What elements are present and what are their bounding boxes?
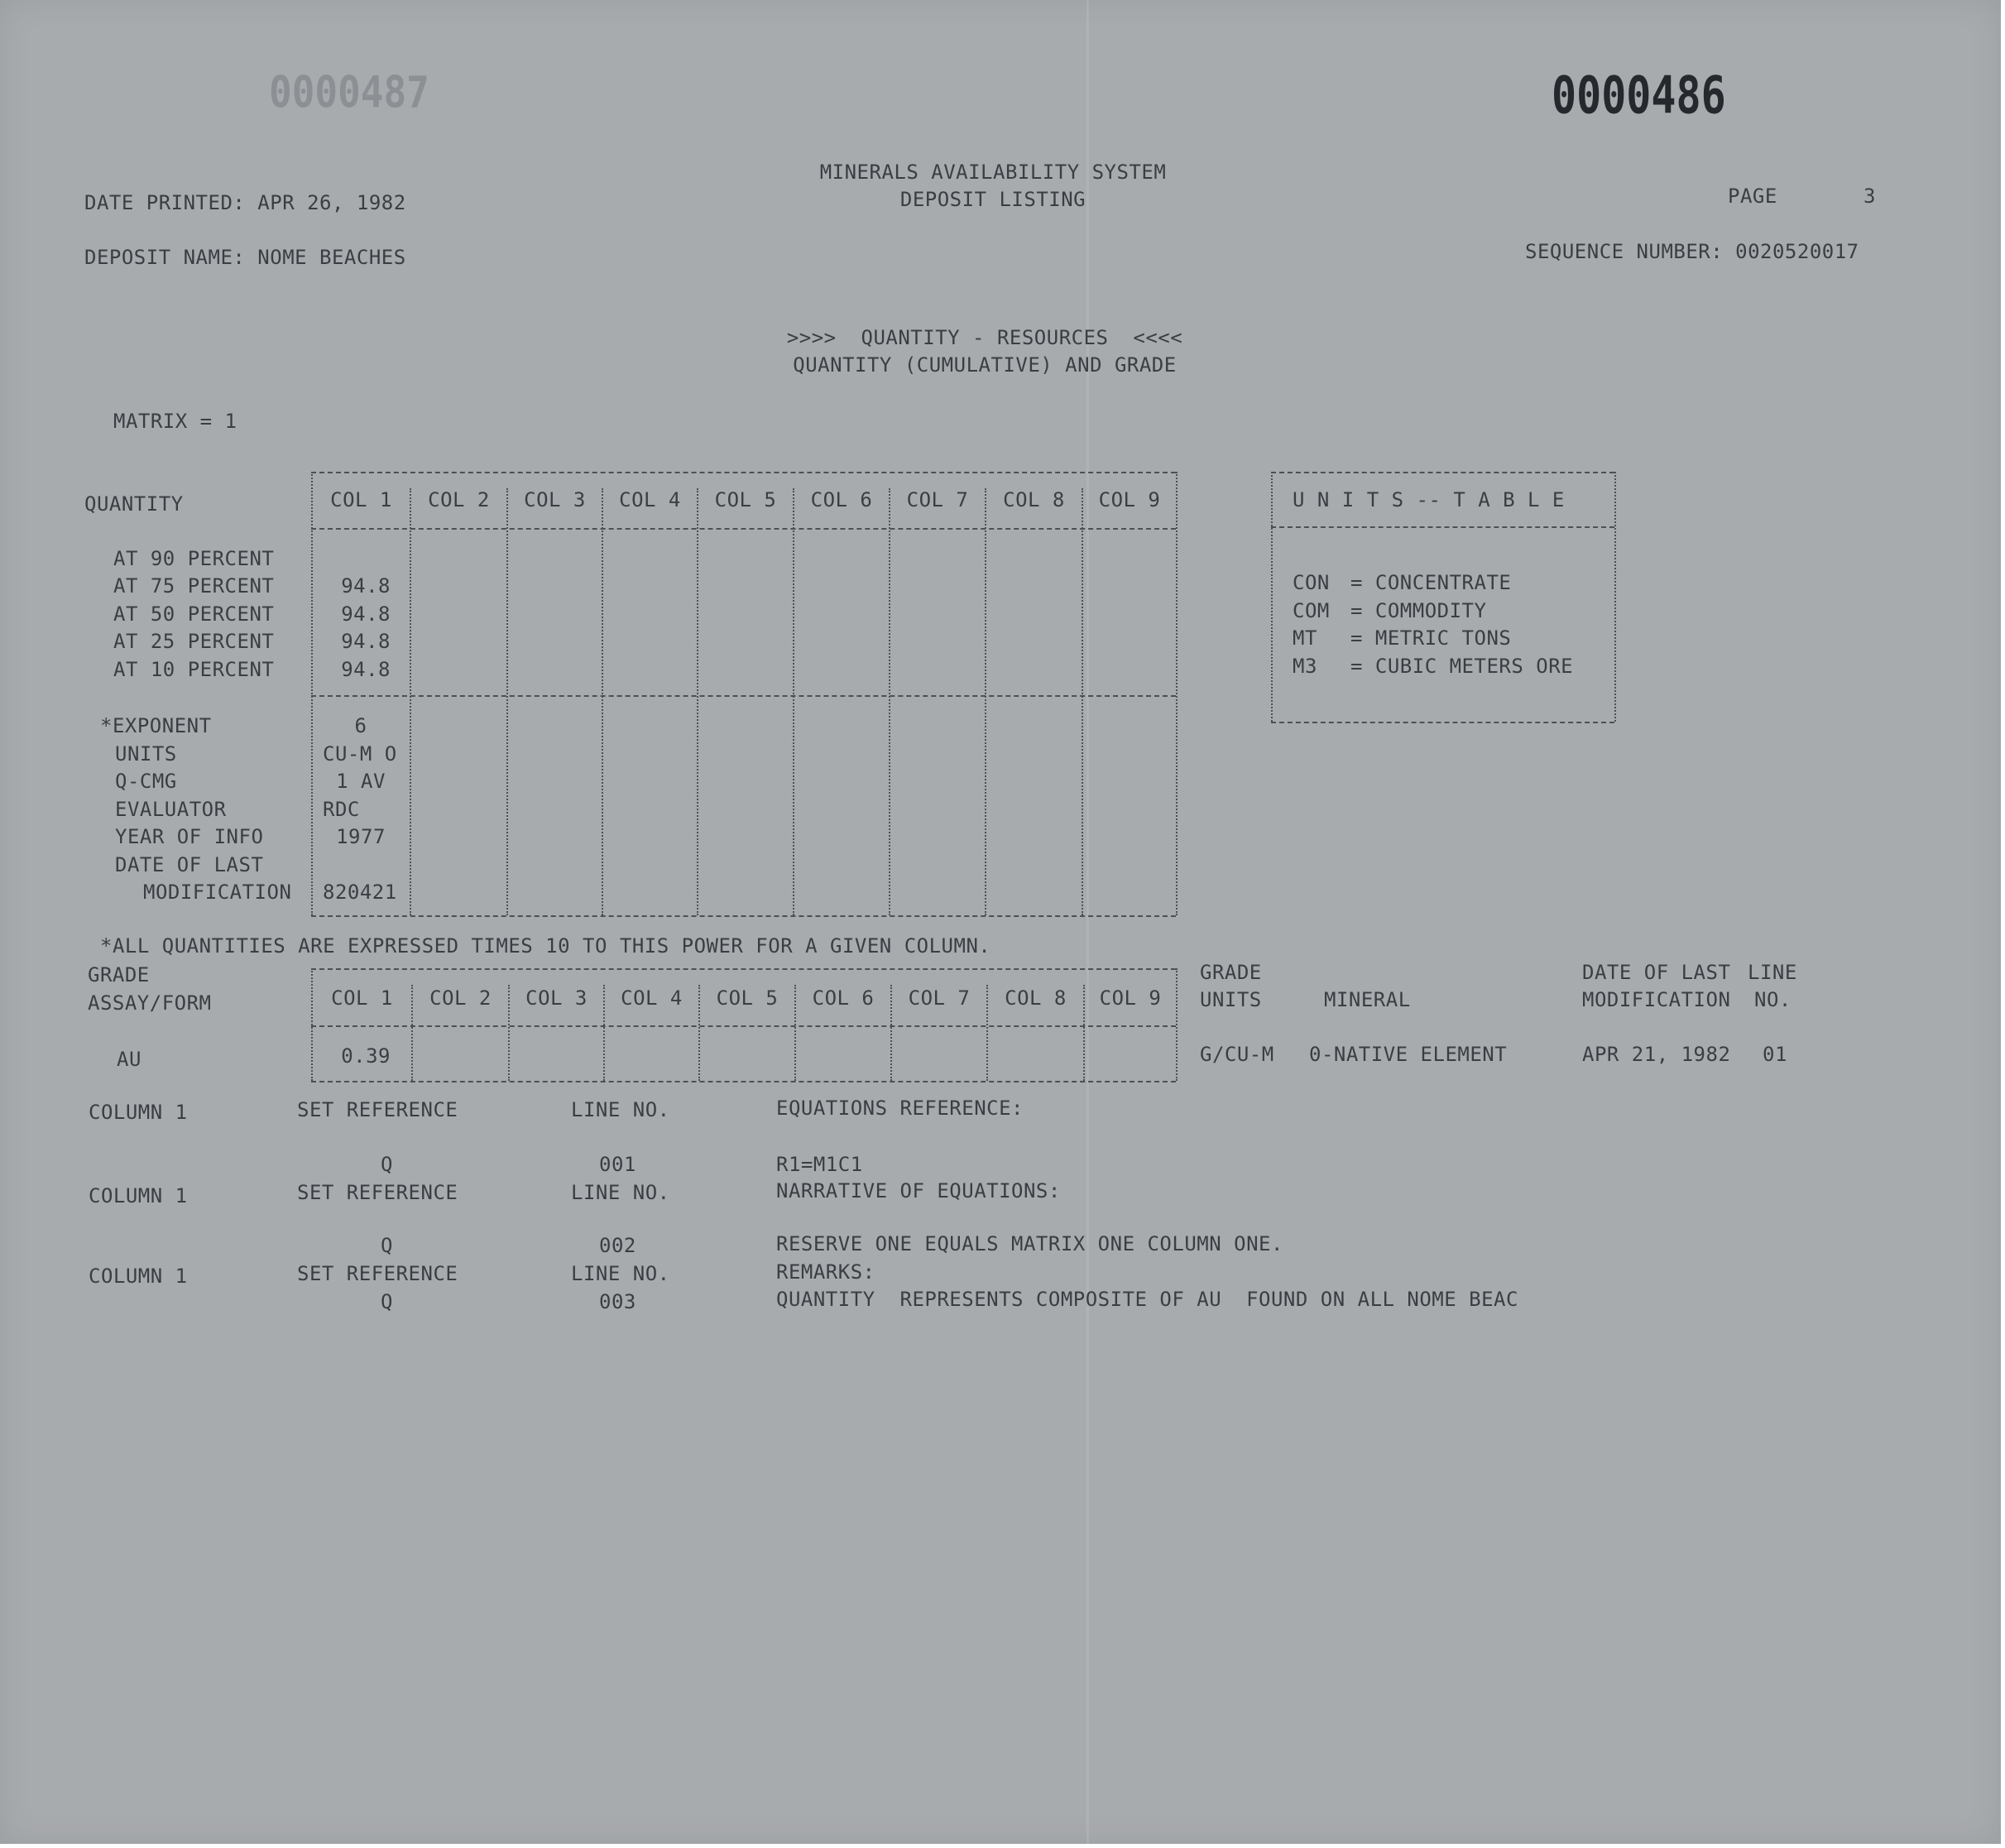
- grade-row-mineral: 0-NATIVE ELEMENT: [1309, 1043, 1508, 1066]
- unit-meaning: = CONCENTRATE: [1350, 571, 1512, 594]
- line-no-header: LINE: [1748, 961, 1797, 984]
- attr-label: *EXPONENT: [100, 714, 212, 737]
- grade-col-header: COL 5: [716, 986, 779, 1010]
- ref-section-label: NARRATIVE OF EQUATIONS:: [776, 1179, 1061, 1202]
- attr-value: 820421: [323, 881, 397, 904]
- listing-title: DEPOSIT LISTING: [899, 188, 1086, 211]
- ref-line-label: LINE NO.: [571, 1262, 670, 1285]
- ref-column: COLUMN 1: [89, 1265, 188, 1288]
- page-label: PAGE: [1728, 185, 1777, 208]
- ref-section-label: EQUATIONS REFERENCE:: [776, 1097, 1024, 1120]
- grade-units-header: GRADE: [1200, 961, 1262, 984]
- attr-label: Q-CMG: [115, 770, 177, 793]
- qty-col-header: COL 9: [1098, 488, 1161, 511]
- attr-value: RDC: [323, 798, 360, 821]
- qty-row-label: AT 90 PERCENT: [113, 547, 275, 570]
- faded-stamp-number: 0000487: [269, 65, 429, 118]
- attr-label: DATE OF LAST: [115, 853, 264, 876]
- qty-row-value: 94.8: [341, 602, 391, 626]
- qty-col-header: COL 8: [1003, 488, 1065, 511]
- qty-col-header: COL 1: [330, 488, 392, 511]
- ref-set-label: SET REFERENCE: [297, 1262, 458, 1285]
- grade-row-assay: AU: [117, 1048, 142, 1071]
- section-subtitle: QUANTITY (CUMULATIVE) AND GRADE: [793, 353, 1177, 377]
- ref-set-value: Q: [381, 1234, 393, 1257]
- qty-row-label: AT 50 PERCENT: [113, 602, 275, 626]
- ref-set-value: Q: [381, 1290, 393, 1313]
- deposit-name: DEPOSIT NAME: NOME BEACHES: [84, 246, 406, 269]
- grade-col-header: COL 8: [1005, 986, 1067, 1010]
- system-title: MINERALS AVAILABILITY SYSTEM: [819, 161, 1167, 184]
- grade-col-header: COL 9: [1099, 986, 1162, 1010]
- unit-code: MT: [1293, 626, 1317, 650]
- grade-col-header: COL 6: [812, 986, 875, 1010]
- ref-line-value: 003: [599, 1290, 636, 1313]
- ref-line-value: 002: [599, 1234, 636, 1257]
- mineral-header: MINERAL: [1324, 988, 1411, 1011]
- ref-text: R1=M1C1: [776, 1153, 863, 1176]
- ref-line-label: LINE NO.: [571, 1098, 670, 1121]
- qty-col-header: COL 2: [428, 488, 490, 511]
- ref-text: QUANTITY REPRESENTS COMPOSITE OF AU FOUND ON ALL NOME BEAC: [776, 1288, 1518, 1311]
- line-no-header: NO.: [1754, 988, 1792, 1011]
- unit-code: CON: [1293, 571, 1330, 594]
- grade-col-header: COL 7: [908, 986, 971, 1010]
- qty-row-label: AT 25 PERCENT: [113, 630, 275, 653]
- grade-row-units: G/CU-M: [1200, 1043, 1274, 1066]
- page-value: 3: [1863, 185, 1876, 208]
- quantity-label: QUANTITY: [84, 492, 184, 516]
- ref-set-label: SET REFERENCE: [297, 1098, 458, 1121]
- ref-line-label: LINE NO.: [571, 1181, 670, 1204]
- ref-text: RESERVE ONE EQUALS MATRIX ONE COLUMN ONE.: [776, 1232, 1283, 1255]
- qty-row-value: 94.8: [341, 630, 391, 653]
- qty-col-header: COL 7: [906, 488, 969, 511]
- grade-units-header: UNITS: [1200, 988, 1262, 1011]
- paper-fold: [1086, 0, 1089, 1844]
- qty-row-label: AT 10 PERCENT: [113, 658, 275, 681]
- qty-col-header: COL 4: [619, 488, 681, 511]
- ref-column: COLUMN 1: [89, 1184, 188, 1207]
- date-printed: DATE PRINTED: APR 26, 1982: [84, 191, 406, 214]
- grade-col-header: COL 3: [525, 986, 588, 1010]
- grade-row-line: 01: [1763, 1043, 1787, 1066]
- date-last-header: MODIFICATION: [1582, 988, 1731, 1011]
- attr-value: 6: [354, 714, 367, 737]
- attr-value: 1 AV: [336, 770, 386, 793]
- grade-row-value: 0.39: [341, 1044, 391, 1068]
- attr-value: CU-M O: [323, 742, 397, 766]
- attr-label: UNITS: [115, 742, 177, 766]
- qty-col-header: COL 6: [810, 488, 873, 511]
- grade-col-header: COL 2: [429, 986, 492, 1010]
- grade-col-header: COL 1: [331, 986, 393, 1010]
- page-stamp-number: 0000486: [1552, 65, 1726, 126]
- qty-row-value: 94.8: [341, 658, 391, 681]
- qty-col-header: COL 5: [714, 488, 777, 511]
- unit-meaning: = CUBIC METERS ORE: [1350, 655, 1574, 678]
- grade-col-header: COL 4: [621, 986, 683, 1010]
- qty-col-header: COL 3: [524, 488, 586, 511]
- ref-column: COLUMN 1: [89, 1101, 188, 1124]
- ref-set-label: SET REFERENCE: [297, 1181, 458, 1204]
- unit-meaning: = METRIC TONS: [1350, 626, 1512, 650]
- unit-meaning: = COMMODITY: [1350, 599, 1487, 622]
- qty-row-label: AT 75 PERCENT: [113, 574, 275, 598]
- attr-value: 1977: [336, 825, 386, 848]
- date-last-header: DATE OF LAST: [1582, 961, 1731, 984]
- unit-code: COM: [1293, 599, 1330, 622]
- exponent-footnote: *ALL QUANTITIES ARE EXPRESSED TIMES 10 TO THIS POWER FOR A GIVEN COLUMN.: [100, 934, 991, 958]
- attr-label: EVALUATOR: [115, 798, 227, 821]
- grade-row-date: APR 21, 1982: [1582, 1043, 1731, 1066]
- unit-code: M3: [1293, 655, 1317, 678]
- section-title: >>>> QUANTITY - RESOURCES <<<<: [786, 326, 1183, 349]
- units-table-title: U N I T S -- T A B L E: [1293, 488, 1565, 511]
- attr-label: YEAR OF INFO: [115, 825, 264, 848]
- ref-set-value: Q: [381, 1153, 393, 1176]
- qty-row-value: 94.8: [341, 574, 391, 598]
- attr-label: MODIFICATION: [143, 881, 292, 904]
- sequence-number: SEQUENCE NUMBER: 0020520017: [1525, 240, 1859, 263]
- grade-label: GRADE: [88, 963, 150, 986]
- assay-form-label: ASSAY/FORM: [88, 991, 212, 1015]
- matrix-label: MATRIX = 1: [113, 410, 237, 433]
- ref-line-value: 001: [599, 1153, 636, 1176]
- ref-section-label: REMARKS:: [776, 1260, 875, 1284]
